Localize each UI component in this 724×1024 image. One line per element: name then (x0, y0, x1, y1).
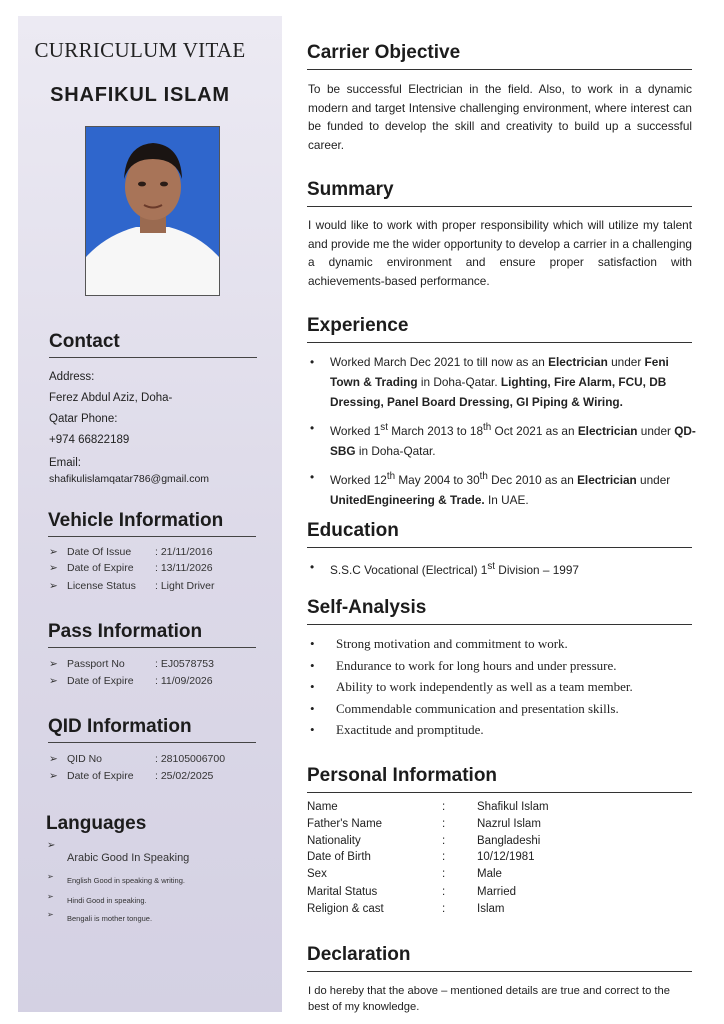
personal-info-heading: Personal Information (307, 765, 692, 793)
address-value: Ferez Abdul Aziz, Doha- (49, 392, 173, 404)
qid-row (49, 770, 213, 782)
profile-photo (85, 126, 220, 296)
arrow-bullet-icon: ➢ (47, 892, 54, 901)
email-label: Email: (49, 457, 81, 469)
language-item: Bengali is mother tongue. (67, 914, 153, 923)
vehicle-row-key: Date Of Issue (67, 546, 132, 558)
exp-sup: th (483, 422, 492, 433)
vehicle-row-value: : 21/11/2016 (155, 546, 213, 558)
pass-row-value: : 11/09/2026 (155, 675, 213, 687)
pass-row-key: Passport No (67, 658, 125, 670)
education-item (308, 558, 696, 579)
vehicle-row (49, 562, 213, 574)
exp-text: Worked 1 (330, 423, 381, 438)
qid-row-value: : 25/02/2025 (155, 770, 214, 782)
personal-colon: : (442, 801, 446, 813)
exp-company: QD- SBG (330, 423, 696, 458)
experience-heading: Experience (307, 315, 692, 343)
language-item: English Good in speaking & writing. (67, 876, 185, 885)
personal-key: Father's Name (307, 818, 383, 830)
pass-row-value: : EJ0578753 (155, 658, 214, 670)
address-value-2: Qatar Phone: (49, 413, 118, 425)
exp-sup: th (479, 470, 488, 482)
arrow-bullet-icon: ➢ (49, 675, 58, 687)
exp-text: in Doha-Qatar. (355, 443, 436, 458)
personal-colon: : (442, 818, 446, 830)
personal-colon: : (442, 886, 446, 898)
declaration-heading: Declaration (307, 944, 692, 972)
personal-value: Nazrul Islam (477, 818, 541, 830)
exp-role: Electrician (577, 472, 637, 487)
summary-text: I would like to work with proper responsibility which will utilize my talent and provide me the wider opportunity to develop a carrier in a challenging a dynamic environment and ensure proper satisfaction with achievements-based performance. (308, 218, 692, 288)
personal-value: Male (477, 868, 502, 880)
personal-colon: : (442, 868, 446, 880)
pass-row (49, 675, 213, 687)
exp-text: under (607, 355, 645, 369)
contact-heading: Contact (49, 331, 257, 358)
exp-role: Electrician (577, 423, 638, 438)
exp-text: Worked 12 (330, 472, 387, 487)
exp-text: in Doha-Qatar. (417, 375, 501, 389)
edu-text: S.S.C Vocational (Electrical) 1 (330, 562, 488, 577)
personal-key: Marital Status (307, 886, 378, 898)
exp-sup: th (386, 470, 396, 482)
exp-text: under (637, 423, 675, 438)
arrow-bullet-icon: ➢ (49, 546, 58, 558)
edu-sup: st (487, 561, 496, 572)
experience-item (308, 467, 696, 510)
contact-block (49, 367, 269, 474)
exp-company: Feni Town & Trading (330, 355, 669, 389)
vehicle-row (49, 580, 215, 592)
vehicle-row (49, 546, 213, 558)
cv-label: CURRICULUM VITAE (34, 38, 246, 62)
pass-row-key: Date of Expire (67, 675, 134, 687)
arrow-bullet-icon: ➢ (47, 872, 54, 881)
address-label: Address: (49, 371, 95, 383)
summary-heading: Summary (307, 179, 692, 207)
objective-text: To be successful Electrician in the field. Also, to work in a dynamic modern and target Intensive challenging environment, where interest can be funded to develop the skill and creativity to build up a successful career. (308, 82, 692, 152)
vehicle-row-value: : Light Driver (155, 580, 215, 592)
exp-text: May 2004 to 30 (395, 472, 480, 487)
arrow-bullet-icon: ➢ (49, 580, 58, 592)
exp-text: Oct 2021 as an (491, 423, 578, 438)
exp-text: Dec 2010 as an (487, 472, 578, 487)
vehicle-row-key: License Status (67, 580, 136, 592)
arrow-bullet-icon: ➢ (49, 658, 58, 670)
qid-heading: QID Information (48, 716, 256, 743)
arrow-bullet-icon: ➢ (47, 840, 56, 851)
self-analysis-list (308, 633, 696, 741)
arrow-bullet-icon: ➢ (49, 753, 58, 765)
edu-text: Division – 1997 (495, 562, 579, 577)
arrow-bullet-icon: ➢ (49, 562, 58, 574)
personal-key: Religion & cast (307, 903, 384, 915)
personal-value: Bangladeshi (477, 835, 541, 847)
candidate-name: SHAFIKUL ISLAM (50, 84, 230, 106)
vehicle-row-key: Date of Expire (67, 562, 134, 574)
personal-key: Date of Birth (307, 851, 371, 863)
exp-text: In UAE. (484, 492, 529, 507)
personal-value: Married (477, 886, 516, 898)
exp-role: Electrician (548, 355, 608, 369)
education-heading: Education (307, 520, 692, 548)
personal-value: Shafikul Islam (477, 801, 549, 813)
self-analysis-item: • Exactitude and promptitude. (308, 719, 696, 741)
arrow-bullet-icon: ➢ (47, 910, 54, 919)
self-analysis-item: • Commendable communication and presentation skills. (308, 698, 696, 720)
self-analysis-item: • Strong motivation and commitment to work. (308, 633, 696, 655)
vehicle-heading: Vehicle Information (48, 510, 256, 537)
self-analysis-heading: Self-Analysis (307, 597, 692, 625)
email-value: shafikulislamqatar786@gmail.com (49, 473, 210, 485)
vehicle-row-value: : 13/11/2026 (155, 562, 213, 574)
personal-value: 10/12/1981 (477, 851, 535, 863)
objective-heading: Carrier Objective (307, 42, 692, 70)
self-analysis-item: • Endurance to work for long hours and under pressure. (308, 655, 696, 677)
education-list (308, 558, 696, 579)
exp-text: under (636, 472, 671, 487)
personal-key: Name (307, 801, 338, 813)
pass-row (49, 658, 214, 670)
exp-company: UnitedEngineering & Trade. (330, 492, 485, 507)
exp-sup: st (380, 422, 388, 433)
experience-list (308, 352, 696, 510)
qid-row-key: Date of Expire (67, 770, 134, 782)
phone-number: +974 66822189 (49, 434, 130, 446)
experience-item (308, 418, 696, 461)
self-analysis-item: • Ability to work independently as well as a team member. (308, 676, 696, 698)
qid-row-value: : 28105006700 (155, 753, 226, 765)
personal-colon: : (442, 835, 446, 847)
personal-key: Nationality (307, 835, 361, 847)
language-item: Arabic Good In Speaking (67, 852, 190, 864)
personal-colon: : (442, 851, 446, 863)
language-item: Hindi Good in speaking. (67, 896, 147, 905)
personal-colon: : (442, 903, 446, 915)
pass-heading: Pass Information (48, 621, 256, 648)
experience-item (308, 352, 696, 412)
declaration-text: I do hereby that the above – mentioned details are true and correct to the best of my knowledge. (308, 985, 670, 1013)
exp-text: March 2013 to 18 (387, 423, 484, 438)
exp-skills: Lighting, Fire Alarm, FCU, DB Dressing, Panel Board Dressing, GI Piping & Wiring. (330, 375, 667, 409)
qid-row (49, 753, 225, 765)
qid-row-key: QID No (67, 753, 103, 765)
personal-value: Islam (477, 903, 505, 915)
exp-text: Worked March Dec 2021 to till now as an (330, 355, 549, 369)
personal-key: Sex (307, 868, 327, 880)
arrow-bullet-icon: ➢ (49, 770, 58, 782)
